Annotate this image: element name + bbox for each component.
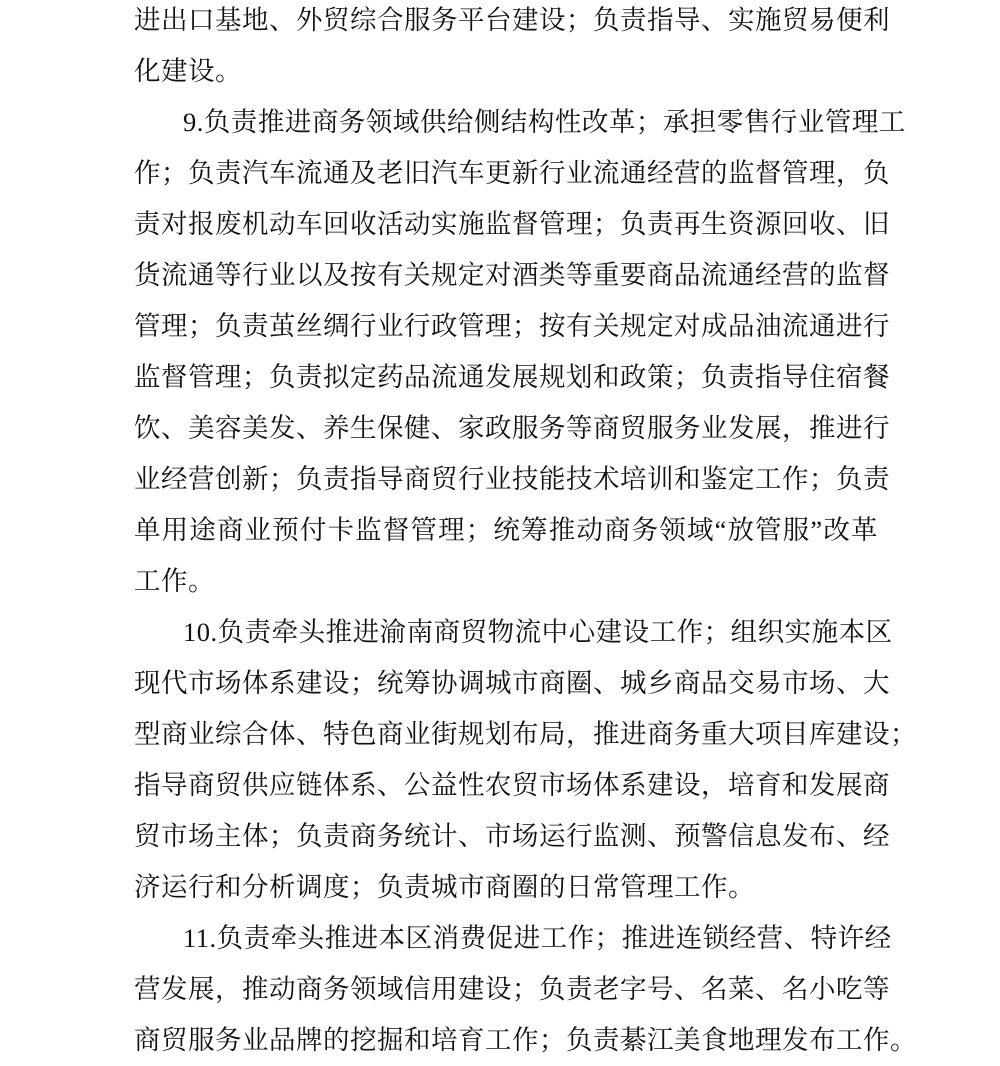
text-line: 指导商贸供应链体系、公益性农贸市场体系建设，培育和发展商 <box>134 770 890 800</box>
text-line: 现代市场体系建设；统筹协调城市商圈、城乡商品交易市场、大 <box>134 668 890 698</box>
text-line: 货流通等行业以及按有关规定对酒类等重要商品流通经营的监督 <box>134 260 890 290</box>
text-line: 营发展，推动商务领域信用建设；负责老字号、名菜、名小吃等 <box>134 974 890 1004</box>
text-line: 贸市场主体；负责商务统计、市场运行监测、预警信息发布、经 <box>134 821 890 851</box>
paragraph <box>134 607 917 913</box>
text-line: 单用途商业预付卡监督管理；统筹推动商务领域“放管服”改革 <box>134 515 878 545</box>
text-line: 商贸服务业品牌的挖掘和培育工作；负责綦江美食地理发布工作。 <box>134 1025 917 1055</box>
text-line: 化建设。 <box>134 56 242 86</box>
text-line: 型商业综合体、特色商业街规划布局，推进商务重大项目库建设； <box>134 719 917 749</box>
text-line: 管理；负责茧丝绸行业行政管理；按有关规定对成品油流通进行 <box>134 311 890 341</box>
text-line: 工作。 <box>134 566 215 596</box>
text-line: 监督管理；负责拟定药品流通发展规划和政策；负责指导住宿餐 <box>134 362 890 392</box>
paragraph <box>134 0 890 97</box>
text-line: 进出口基地、外贸综合服务平台建设；负责指导、实施贸易便利 <box>134 5 890 35</box>
paragraph <box>134 97 906 607</box>
text-line: 10.负责牵头推进渝南商贸物流中心建设工作；组织实施本区 <box>183 617 893 647</box>
text-line: 责对报废机动车回收活动实施监督管理；负责再生资源回收、旧 <box>134 209 890 239</box>
text-line: 11.负责牵头推进本区消费促进工作；推进连锁经营、特许经 <box>183 923 892 953</box>
text-line: 饮、美容美发、养生保健、家政服务等商贸服务业发展，推进行 <box>134 413 890 443</box>
text-line: 业经营创新；负责指导商贸行业技能技术培训和鉴定工作；负责 <box>134 464 890 494</box>
document-body <box>134 0 917 1066</box>
text-line: 作；负责汽车流通及老旧汽车更新行业流通经营的监督管理，负 <box>134 158 890 188</box>
text-line: 济运行和分析调度；负责城市商圈的日常管理工作。 <box>134 872 755 902</box>
text-line: 9.负责推进商务领域供给侧结构性改革；承担零售行业管理工 <box>183 107 906 137</box>
paragraph <box>134 913 917 1066</box>
